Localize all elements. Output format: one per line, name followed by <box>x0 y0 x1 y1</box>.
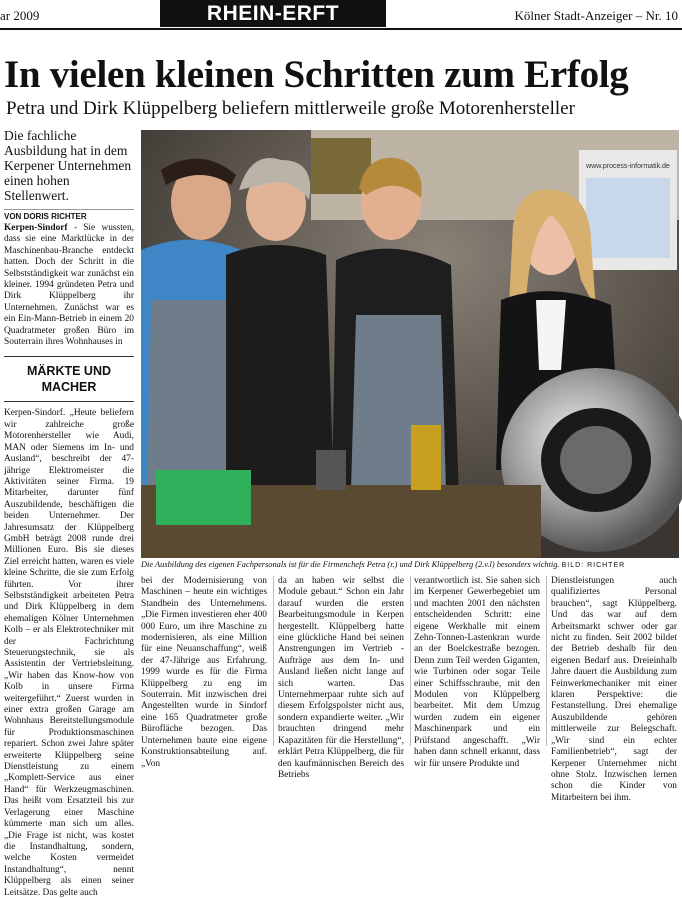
green-tray <box>156 470 251 525</box>
section-title: RHEIN-ERFT JOURNAL <box>160 0 386 27</box>
article-photo <box>141 130 679 558</box>
rubric-box <box>4 356 134 402</box>
rubric-line-1: MÄRKTE UND <box>26 364 112 379</box>
teaser: Die fachliche Ausbildung hat in dem Kerpener Unternehmen einen hohen Stellenwert. <box>4 128 132 203</box>
issue-number: Kölner Stadt-Anzeiger – Nr. 10 <box>514 8 678 23</box>
headline: In vielen kleinen Schritten zum Erfolg <box>4 53 629 96</box>
tool-part <box>316 450 346 490</box>
left-body: Kerpen-Sindorf. „Heute beliefern wir zahlreiche große Motorenhersteller wie Audi, MAN oder Siemens im In- und Ausland“, beschreibt der 47-jährige Elektromeister die Aktivitäten seiner Firma. 19 Mitarbeiter, darunter fünf Auszubildende, beschäftigen die beiden Unternehmer. Der Jahresumsatz der Klüppelberg GmbH beträgt 2008 runde drei Millionen Euro. Bis sie dieses Ziel erreicht hatten, waren es viele kleine Schritte, die sie zum Erfolg führten. Vor ihrer Selbstständigkeit arbeiteten Petra und Dirk Klüppelberg in dem ehemaligen Kölner Unternehmen Kolb – er als Elektrotechniker mit der Fachrichtung Steuerungstechnik, sie als Assistentin der Vertriebsleitung. „Wir haben das Know-how von Kolb in unsere Firma weitergeführt.“ Zuerst wurden in einer extra großen Garage am Wohnhaus Bereitstellungsmodule für Produktionsmaschinen repariert. Schon zwei Jahre später erweiterte Klüppelberg seine Dienstleistung zu einem „Komplett-Service aus einer Hand“ für Werkzeugmaschinen. Das heißt vom Ersatzteil bis zur Verlagerung einer Maschine kümmerte man sich um alles. „Die Frage ist nicht, was kostet die Instandhaltung, sondern, welche Kosten vermeidet Instandhaltung“, nennt Klüppelberg als einen seiner Leitsätze. Das gelte auch <box>4 408 134 898</box>
rubric-line-2: MACHER <box>41 380 97 395</box>
column-divider <box>410 576 411 746</box>
byline: VON DORIS RICHTER <box>4 209 134 221</box>
issue-date: ar 2009 <box>0 8 40 23</box>
intro-text: - Sie wussten, dass sie eine Marktlücke in der Maschinenbau-Branche entdeckt hatten. Doch der Schritt in die Selbstständigkeit war zunächst ein kleiner. 1994 gründeten Petra und Dirk Klüppelberg ihr Unternehmen. Zunächst war es ein Ein-Mann-Betrieb in einem 20 Quadratmeter großen Büro im Souterrain ihres Wohnhauses in <box>4 223 134 348</box>
intro-paragraph <box>4 223 134 348</box>
photo-credit: BILD: RICHTER <box>561 562 626 569</box>
body-column-4: Dienstleistungen auch qualifiziertes Personal brauchen“, sagt Klüppelberg. Und das war auf dem Arbeitsmarkt schwer oder gar nicht zu finden. Seit 2002 bildet der Betrieb deshalb für den eigenen Bedarf aus. Dreieinhalb Jahre dauert die Ausbildung zum Feinwerkmechaniker mit einer klaren Perspektive: die Festanstellung. Drei ehemalige Auszubildende gehören mittlerweile zur Belegschaft. „Wir sind ein echter Familienbetrieb“, sagt der Kerpener Unternehmer nicht ohne Stolz. Inzwischen lernen schon die Kinder von Mitarbeitern bei ihm. <box>551 576 677 803</box>
column-divider <box>273 576 274 746</box>
oil-can <box>411 425 441 490</box>
intro-dateline: Kerpen-Sindorf <box>4 223 68 233</box>
body-column-2: da an haben wir selbst die Module gebaut.“ Schon ein Jahr darauf wurden die ersten Bearbeitungsmodule in Kerpen hergestellt. Klüppelberg hatte eine glückliche Hand bei seinen Anstrengungen im Vertrieb - Aufträge aus dem In- und Ausland ließen nicht lange auf sich warten. Das Unternehmerpaar ruhte sich auf diesem Erfolgspolster nicht aus, sondern expandierte weiter. „Wir brauchten dringend mehr Kapazitäten für die Herstellung“, erklärt Petra Klüppelberg, die für den kaufmännischen Bereich des Betriebs <box>278 576 404 780</box>
photo-caption <box>141 560 679 569</box>
column-divider <box>546 576 547 746</box>
poster-text: www.process-informatik.de <box>586 163 670 170</box>
poster-chart <box>586 178 670 258</box>
caption-text: Die Ausbildung des eigenen Fachpersonals ist für die Firmenchefs Petra (r.) und Dirk Klüppelberg (2.v.l) besonders wichtig. <box>141 560 560 569</box>
subheadline: Petra und Dirk Klüppelberg beliefern mittlerweile große Motorenhersteller <box>6 98 575 119</box>
body-column-3: verantwortlich ist. Sie sahen sich im Kerpener Gewerbegebiet um und machten 2001 den nächsten entscheidenden Schritt: eine eigene Werkhalle mit einem Zehn-Tonnen-Lastenkran wurde an der Boelckestraße bezogen. Denn zum Teil werden Giganten, wie Turbinen oder sogar Teile einer Schiffsschraube, mit den Modulen von Klüppelberg bearbeitet. Mit dem Umzug wurden zudem ein eigener Maschinenpark und ein Prüfstand angeschafft. „Wir haben dann schnell erkannt, dass wir für unsere Produkte und <box>414 576 540 769</box>
body-column-1: bei der Modernisierung von Maschinen – heute ein wichtiges Standbein des Unternehmens. „Die Firmen investieren eher 400 000 Euro, um ihre Maschine zu modernisieren, als eine Million für eine Neuanschaffung“, weiß der 47-Jährige aus Erfahrung. 1999 wurde es für die Firma Klüppelberg zu eng im Souterrain. Mit inzwischen drei Angestellten wurde in Sindorf eine 165 Quadratmeter große Bürofläche bezogen. Das Unternehmen baute eine eigene Konstruktionsabteilung auf. „Von <box>141 576 267 769</box>
workshop-photo <box>141 130 679 558</box>
left-column <box>4 128 134 898</box>
masthead <box>0 0 682 52</box>
